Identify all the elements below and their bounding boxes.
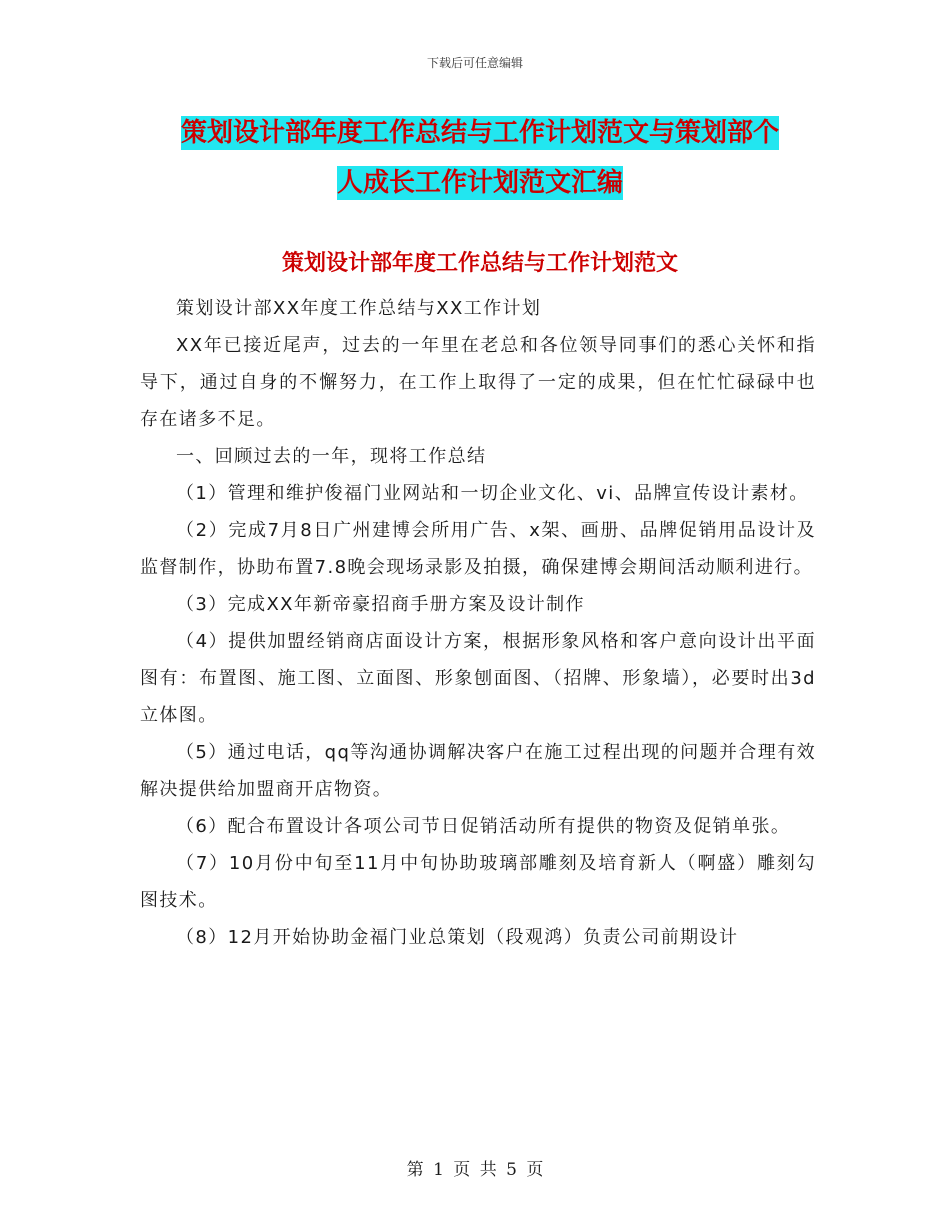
section-title: 策划设计部年度工作总结与工作计划范文: [281, 250, 678, 276]
main-title-line2: 人成长工作计划范文汇编: [336, 168, 623, 198]
body-text: [140, 290, 816, 956]
paragraph: （3）完成XX年新帝豪招商手册方案及设计制作: [176, 594, 585, 615]
paragraph: （6）配合布置设计各项公司节日促销活动所有提供的物资及促销单张。: [176, 816, 791, 837]
main-title: [140, 108, 820, 208]
main-title-line1: 策划设计部年度工作总结与工作计划范文与策划部个: [180, 118, 779, 148]
paragraph: （1）管理和维护俊福门业网站和一切企业文化、vi、品牌宣传设计素材。: [176, 483, 809, 504]
header-note: 下载后可任意编辑: [426, 56, 523, 70]
paragraph: XX年已接近尾声，过去的一年里在老总和各位领导同事们的悉心关怀和指导下，通过自身的不懈努力，在工作上取得了一定的成果，但在忙忙碌碌中也存在诸多不足。: [140, 335, 816, 430]
paragraph: （5）通过电话，qq等沟通协调解决客户在施工过程出现的问题并合理有效解决提供给加盟商开店物资。: [140, 742, 816, 800]
paragraph: （4）提供加盟经销商店面设计方案，根据形象风格和客户意向设计出平面图有：布置图、施工图、立面图、形象刨面图、（招牌、形象墙），必要时出3d立体图。: [140, 631, 816, 726]
paragraph: （7）10月份中旬至11月中旬协助玻璃部雕刻及培育新人（啊盛）雕刻勾图技术。: [140, 853, 816, 911]
page-footer: 第 1 页 共 5 页: [406, 1160, 544, 1180]
paragraph: （2）完成7月8日广州建博会所用广告、x架、画册、品牌促销用品设计及监督制作，协助布置7.8晚会现场录影及拍摄，确保建博会期间活动顺利进行。: [140, 520, 816, 578]
paragraph: 策划设计部XX年度工作总结与XX工作计划: [176, 298, 542, 319]
paragraph: （8）12月开始协助金福门业总策划（段观鸿）负责公司前期设计: [176, 927, 739, 948]
paragraph: 一、回顾过去的一年，现将工作总结: [176, 446, 487, 467]
